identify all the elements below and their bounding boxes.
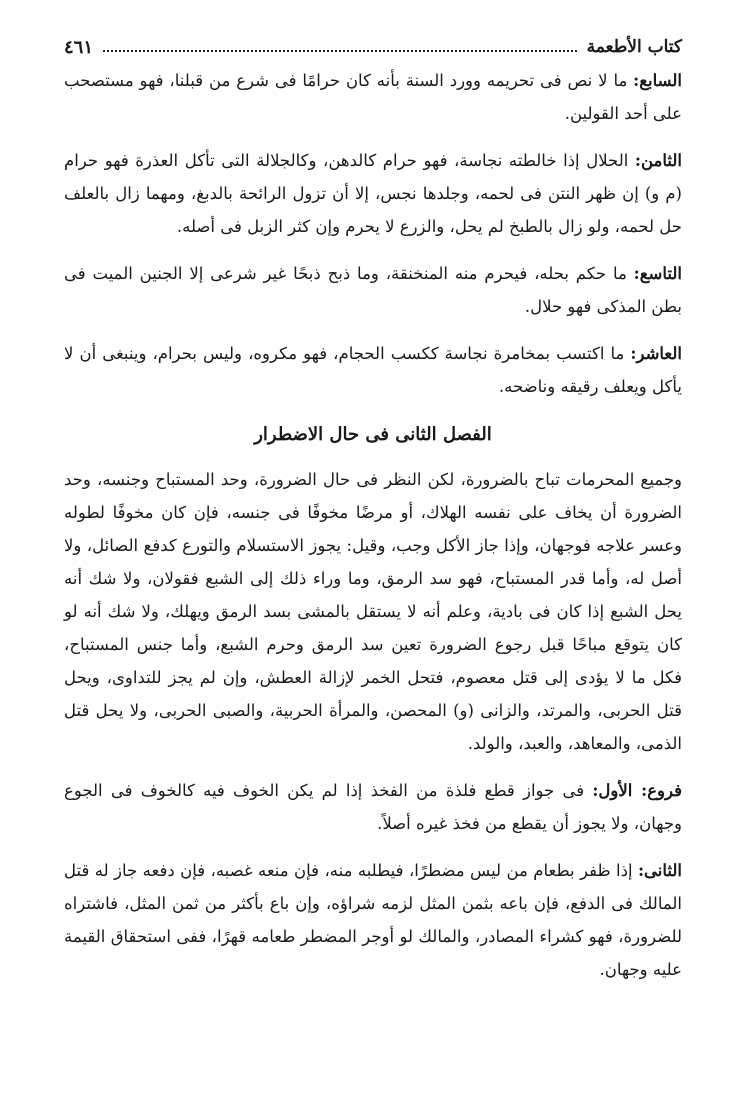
paragraph-seventh (64, 64, 682, 130)
dotted-leader (103, 50, 577, 52)
paragraph-text: ما لا نص فى تحريمه وورد السنة بأنه كان حرامًا فى شرع من قبلنا، فهو مستصحب على أحد القولين. (64, 71, 682, 123)
paragraph-text: ما اكتسب بمخامرة نجاسة ككسب الحجام، فهو مكروه، وليس بحرام، وينبغى أن لا يأكل ويعلف رقيقه وناضحه. (64, 344, 682, 396)
paragraph-branches-second (64, 854, 682, 986)
paragraph-lead: فروع: الأول: (592, 781, 682, 800)
paragraph-lead: العاشر: (630, 344, 682, 363)
running-header (64, 34, 682, 60)
paragraph-lead: الثامن: (634, 151, 682, 170)
paragraph-tenth (64, 337, 682, 403)
paragraph-lead: الثانى: (637, 861, 682, 880)
paragraph-ninth (64, 257, 682, 323)
paragraph-eighth (64, 144, 682, 243)
paragraph-text: إذا ظفر بطعام من ليس مضطرًا، فيطلبه منه، فإن منعه غصبه، فإن دفعه جاز له قتل المالك فى الدفع، فإن باعه بثمن المثل لزمه شراؤه، وإن باع بأكثر من ثمن المثل، فاشتراه للضرورة، فهو كشراء المصادر، والمالك لو أوجر المضطر طعامه قهرًا، ففى استحقاق القيمة عليه وجهان. (64, 861, 682, 979)
paragraph-branches-first (64, 774, 682, 840)
paragraph-lead: التاسع: (633, 264, 682, 283)
book-title: كتاب الأطعمة (586, 37, 682, 57)
paragraph-text: فى جواز قطع فلذة من الفخذ إذا لم يكن الخوف فيه كالخوف فى الجوع وجهان، ولا يجوز أن يقطع من فخذ غيره أصلاً. (64, 781, 682, 833)
paragraph-lead: السابع: (633, 71, 682, 90)
paragraph-necessity (64, 463, 682, 760)
section-heading: الفصل الثانى فى حال الاضطرار (254, 424, 492, 445)
paragraph-text: الحلال إذا خالطته نجاسة، فهو حرام كالدهن، وكالجلالة التى تأكل العذرة فهو حرام (م و) إن ظهر النتن فى لحمه، وجلدها نجس، إلا أن تزول الرائحة بالدبغ، ومهما زال بالعلف حل لحمه، ولو زال بالطبخ لم يحل، والزرع لا يحرم وإن كثر الزبل فى أصله. (64, 151, 682, 236)
paragraph-text: ما حكم بحله، فيحرم منه المنخنقة، وما ذبح ذبحًا غير شرعى إلا الجنين الميت فى بطن المذكى فهو حلال. (64, 264, 682, 316)
paragraph-text: وجميع المحرمات تباح بالضرورة، لكن النظر فى حال الضرورة، وحد المستباح وجنسه، وحد الضرورة أن يخاف على نفسه الهلاك، أو مرضًا مخوفًا فى جنسه، فإن كان مخوفًا لطوله وعسر علاجه فوجهان، وإذا جاز الأكل وجب، وقيل: يجوز الاستسلام والتورع كدفع الصائل، ولا أصل له، وأما قدر المستباح، فهو سد الرمق، وما وراء ذلك إلى الشبع فقولان، ولا شك أنه يحل الشبع إذا كان فى بادية، وعلم أنه لا يستقل بالمشى بسد الرمق ويهلك، ولا شك أنه لو كان يتوقع مباحًا قبل رجوع الضرورة تعين سد الرمق وحرم الشبع، وأما جنس المستباح، فكل ما لا يؤدى إلى قتل معصوم، فتحل الخمر لإزالة العطش، وإن لم يجز للتداوى، ويحل قتل الحربى، والمرتد، والزانى (و) المحصن، والمرأة الحربية، والصبى الحربى، ولا يحل قتل الذمى، والمعاهد، والعبد، والولد. (64, 470, 682, 753)
page-number: ٤٦١ (64, 36, 94, 58)
page-body (64, 64, 682, 1000)
